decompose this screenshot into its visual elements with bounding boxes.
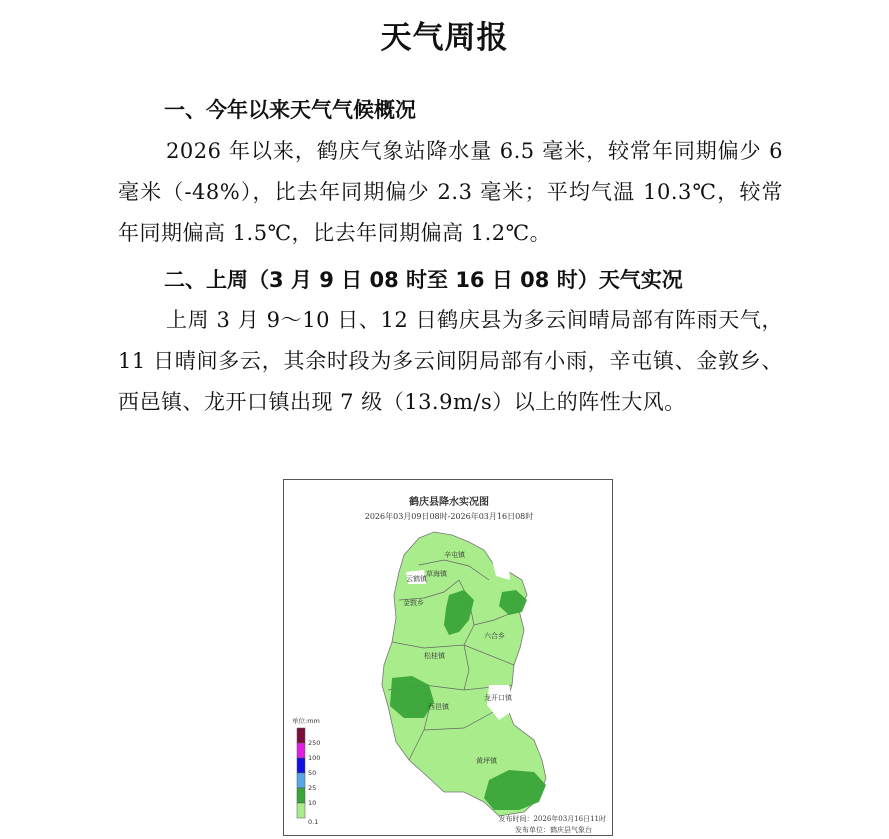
section-1-heading: 一、今年以来天气气候概况 <box>164 98 416 122</box>
legend-label-50: 50 <box>308 769 317 777</box>
legend-swatches <box>297 728 305 818</box>
section-2-heading: 二、上周（3 月 9 日 08 时至 16 日 08 时）天气实况 <box>164 268 683 292</box>
town-label-songgui: 松桂镇 <box>424 652 445 660</box>
legend-label-100: 100 <box>308 754 321 762</box>
town-label-yunhe: 云鹤镇 <box>406 575 427 583</box>
legend-label-25: 25 <box>308 784 317 792</box>
town-label-liuhe: 六合乡 <box>484 632 505 640</box>
legend-swatch-100 <box>297 758 305 773</box>
precipitation-map <box>283 479 613 836</box>
town-label-longkaikou: 龙开口镇 <box>484 694 512 702</box>
legend-unit: 单位:mm <box>292 717 320 725</box>
legend-label-0-1: 0.1 <box>308 818 319 826</box>
section-1-paragraph: 2026 年以来，鹤庆气象站降水量 6.5 毫米，较常年同期偏少 6 毫米（-48%），比去年同期偏少 2.3 毫米；平均气温 10.3℃，较常年同期偏高 1.5℃，比去年同期偏高 1.2℃。 <box>118 139 783 245</box>
legend-label-10: 10 <box>308 799 317 807</box>
town-label-xiyi: 西邑镇 <box>428 703 449 711</box>
legend-swatch-25 <box>297 788 305 803</box>
legend-swatch-250 <box>297 743 305 758</box>
legend-swatch-250-plus <box>297 728 305 743</box>
legend-swatch-50 <box>297 773 305 788</box>
precipitation-map-svg <box>284 480 614 837</box>
town-label-caohai: 草海镇 <box>426 570 447 578</box>
page-title: 天气周报 <box>380 20 509 56</box>
map-publish-time: 发布时间：2026年03月16日11时 <box>498 815 606 823</box>
legend-label-250: 250 <box>308 739 321 747</box>
map-title: 鹤庆县降水实况图 <box>409 497 489 508</box>
town-label-huangping: 黄坪镇 <box>476 757 497 765</box>
town-label-xintun: 辛屯镇 <box>444 551 465 559</box>
town-label-jindun: 金敦乡 <box>403 599 424 607</box>
section-2-paragraph: 上周 3 月 9～10 日、12 日鹤庆县为多云间晴局部有阵雨天气，11 日晴间多云，其余时段为多云间阴局部有小雨，辛屯镇、金敦乡、西邑镇、龙开口镇出现 7 级（13.9m/s）以上的阵性大风。 <box>118 308 783 414</box>
map-publisher: 发布单位：鹤庆县气象台 <box>515 826 592 834</box>
legend-swatch-10 <box>297 803 305 818</box>
map-subtitle: 2026年03月09日08时-2026年03月16日08时 <box>364 512 534 521</box>
